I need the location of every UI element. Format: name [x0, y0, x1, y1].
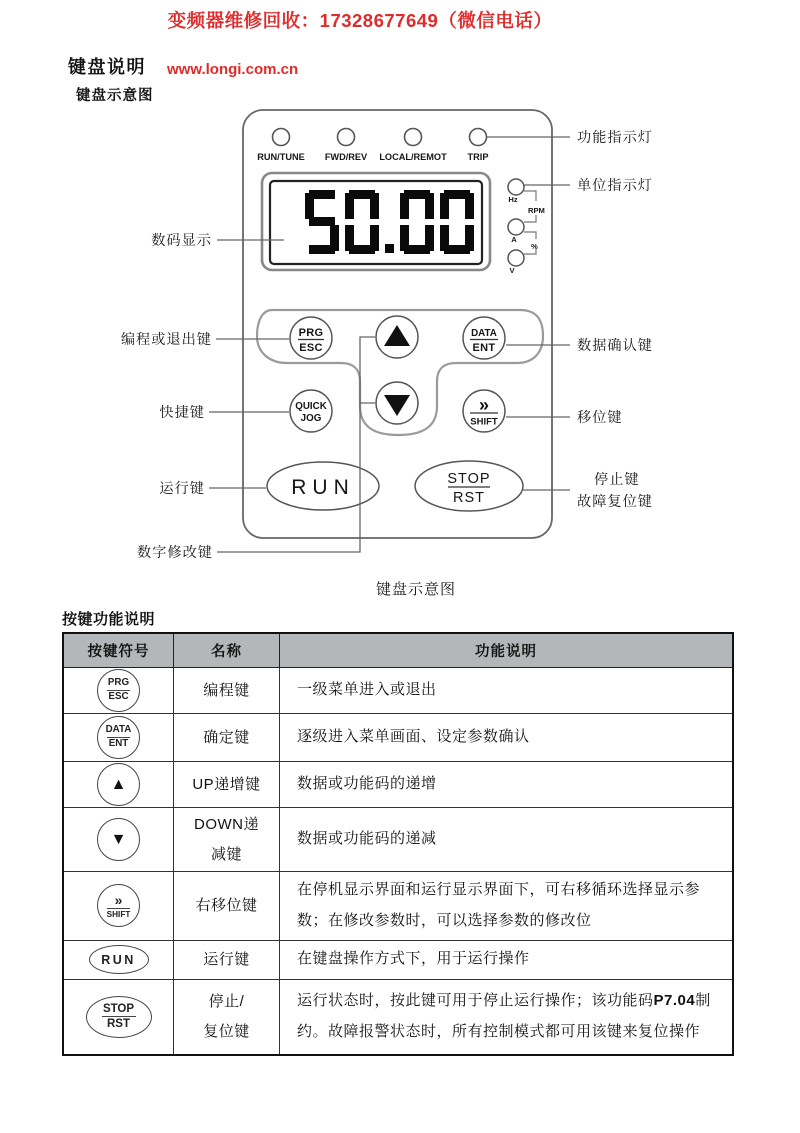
callout-run-key: 运行键: [159, 481, 205, 497]
callout-digital-display: 数码显示: [151, 233, 212, 249]
key-function: 数据或功能码的递增: [280, 762, 734, 808]
key-function: 在键盘操作方式下，用于运行操作: [280, 940, 734, 979]
callout-prg-key: 编程或退出键: [120, 332, 212, 348]
ent-label: ENT: [472, 342, 496, 354]
esc-text: ESC: [108, 691, 129, 702]
shift-label: SHIFT: [470, 416, 498, 428]
run-key: [267, 462, 379, 510]
key-function: 运行状态时，按此键可用于停止运行操作；该功能码P7.04制约。故障报警状态时，所有控制模式都可用该键来复位操作: [280, 979, 734, 1055]
unit-pct-label: %: [531, 242, 538, 251]
unit-v-label: V: [509, 266, 515, 275]
diagram-caption: 键盘示意图: [375, 581, 456, 598]
table-row: [63, 668, 733, 714]
header-function: 功能说明: [280, 633, 734, 668]
rst-text: RST: [107, 1018, 130, 1031]
quick-label: QUICK: [295, 401, 327, 412]
display-digit: [305, 190, 339, 254]
callout-unit-led: 单位指示灯: [577, 178, 653, 194]
display-digit: [400, 190, 434, 254]
display-digit: [440, 190, 474, 254]
table-row: [63, 762, 733, 808]
data-text: DATA: [105, 724, 132, 736]
data-label: DATA: [471, 328, 497, 339]
down-key-icon: [97, 818, 140, 861]
shift-text: SHIFT: [106, 909, 131, 919]
header-name: 名称: [174, 633, 280, 668]
key-name: 停止/ 复位键: [174, 979, 280, 1055]
prg-text: PRG: [107, 677, 130, 689]
stop-label: STOP: [447, 471, 491, 487]
fraction-divider: [107, 908, 130, 909]
table-row: [63, 808, 733, 872]
up-key: [376, 316, 418, 358]
led-v: [508, 250, 524, 266]
callout-function-led: 功能指示灯: [577, 130, 653, 146]
key-function-table: [62, 632, 734, 1056]
function-code-bold: P7.04: [653, 992, 696, 1009]
led-run-tune: [273, 129, 290, 146]
key-name: 运行键: [174, 940, 280, 979]
display-digit: [345, 190, 379, 254]
callout-stop-key-line2: 故障复位键: [577, 494, 653, 510]
prg-label: PRG: [298, 327, 324, 339]
led-a: [508, 219, 524, 235]
down-key: [376, 382, 418, 424]
callout-digit-key: 数字修改键: [137, 545, 213, 561]
led-trip: [470, 129, 487, 146]
quick-jog-key: [290, 390, 332, 432]
prg-esc-key: [290, 317, 332, 359]
stop-rst-key: [415, 461, 523, 511]
key-name: UP递增键: [174, 762, 280, 808]
prg-esc-key-icon: [97, 669, 140, 712]
key-name: 右移位键: [174, 872, 280, 941]
stop-text: STOP: [102, 1002, 135, 1015]
shift-key-icon: [97, 884, 140, 927]
shift-chevrons-icon: »: [114, 891, 123, 908]
key-function-heading: 按键功能说明: [62, 611, 156, 628]
digital-display-value: [305, 190, 474, 254]
key-name: 编程键: [174, 668, 280, 714]
led-local-remot-label: LOCAL/REMOT: [379, 152, 447, 162]
table-row: [63, 979, 733, 1055]
display-decimal-point: [385, 244, 394, 253]
led-fwd-rev: [338, 129, 355, 146]
esc-label: ESC: [299, 342, 323, 354]
shift-chevrons-icon: »: [478, 395, 490, 415]
callout-shift-key: 移位键: [577, 410, 623, 426]
stop-rst-key-icon: [86, 996, 152, 1038]
run-label: RUN: [291, 476, 355, 499]
keypad-diagram-heading: 键盘示意图: [76, 88, 154, 104]
callout-data-key: 数据确认键: [577, 338, 653, 354]
unit-rpm-label: RPM: [528, 206, 545, 215]
up-arrow-icon: ▲: [110, 775, 127, 793]
run-text: RUN: [101, 952, 136, 967]
key-function: 一级菜单进入或退出: [280, 668, 734, 714]
table-row: [63, 940, 733, 979]
led-hz: [508, 179, 524, 195]
table-row: [63, 872, 733, 941]
key-name: DOWN递 减键: [174, 808, 280, 872]
unit-a-label: A: [511, 235, 517, 244]
shift-key: [463, 390, 505, 432]
callout-quick-key: 快捷键: [159, 405, 205, 421]
ent-text: ENT: [108, 738, 129, 749]
data-ent-key: [463, 317, 505, 359]
unit-hz-label: Hz: [508, 195, 518, 204]
led-local-remot: [405, 129, 422, 146]
table-header-row: [63, 633, 733, 668]
jog-label: JOG: [300, 413, 322, 424]
up-key-icon: [97, 763, 140, 806]
header-key-symbol: 按键符号: [63, 633, 174, 668]
callout-stop-key-line1: 停止键: [594, 472, 640, 488]
key-function: 逐级进入菜单画面、设定参数确认: [280, 714, 734, 762]
run-key-icon: [89, 945, 149, 974]
key-function: 数据或功能码的递减: [280, 808, 734, 872]
fraction-divider: [102, 1016, 136, 1017]
hotline-banner: 变频器维修回收：17328677649（微信电话）: [167, 10, 553, 31]
led-run-tune-label: RUN/TUNE: [257, 152, 305, 162]
data-ent-key-icon: [97, 716, 140, 759]
site-url-link[interactable]: www.longi.com.cn: [167, 61, 299, 78]
leader-digit-key: [217, 337, 375, 552]
led-trip-label: TRIP: [467, 152, 489, 162]
rst-label: RST: [453, 490, 485, 506]
down-arrow-icon: ▼: [110, 830, 127, 848]
led-fwd-rev-label: FWD/REV: [324, 152, 368, 162]
key-function: 在停机显示界面和运行显示界面下，可右移循环选择显示参数；在修改参数时，可以选择参数的修改位: [280, 872, 734, 941]
page-title: 键盘说明: [68, 57, 146, 77]
table-row: [63, 714, 733, 762]
key-name: 确定键: [174, 714, 280, 762]
